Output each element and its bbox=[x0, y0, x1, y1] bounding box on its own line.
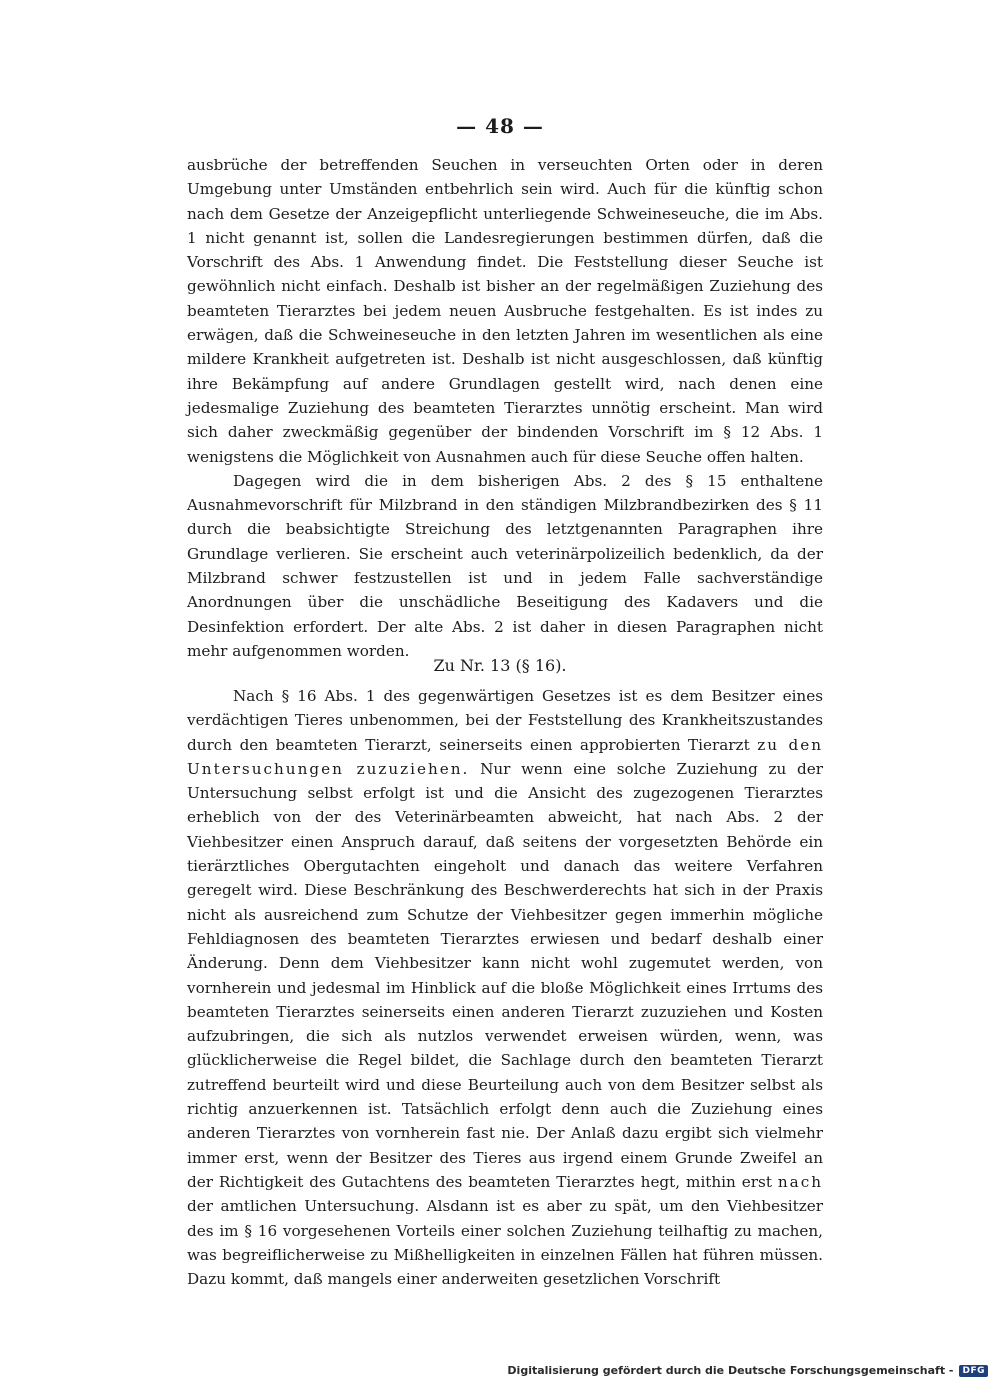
digitization-footer bbox=[507, 1364, 988, 1377]
dfg-logo-icon: DFG bbox=[959, 1365, 988, 1377]
paragraph-continuation: ausbrüche der betreffenden Seuchen in verseuchten Orten oder in deren Umgebung unter Umständen entbehrlich sein wird. Auch für die künftig schon nach dem Gesetze der Anzeigepflicht unterliegende Schweineseuche, die im Abs. 1 nicht genannt ist, sollen die Landesregierungen bestimmen dürfen, daß die Vorschrift des Abs. 1 Anwendung findet. Die Feststellung dieser Seuche ist gewöhnlich nicht einfach. Deshalb ist bisher an der regelmäßigen Zuziehung des beamteten Tierarztes bei jedem neuen Ausbruche festgehalten. Es ist indes zu erwägen, daß die Schweineseuche in den letzten Jahren im wesentlichen als eine mildere Krankheit aufgetreten ist. Deshalb ist nicht ausgeschlossen, daß künftig ihre Bekämpfung auf andere Grundlagen gestellt wird, nach denen eine jedesmalige Zuziehung des beamteten Tierarztes unnötig erscheint. Man wird sich daher zweckmäßig gegenüber der bindenden Vorschrift im § 12 Abs. 1 wenigstens die Möglichkeit von Ausnahmen auch für diese Seuche offen halten. bbox=[187, 156, 823, 466]
section-heading: Zu Nr. 13 (§ 16). bbox=[433, 656, 567, 675]
paragraph-section-16 bbox=[187, 684, 823, 1291]
paragraph-text-start: Nach § 16 Abs. 1 des gegenwärtigen Gesetzes ist es dem Besitzer eines verdächtigen Tieres unbenommen, bei der Feststellung des Krankheitszustandes durch den beamteten Tierarzt, seinerseits einen approbierten Tierarzt bbox=[187, 687, 823, 754]
page-number: — 48 — bbox=[456, 114, 544, 138]
paragraph-text-end: der amtlichen Untersuchung. Alsdann ist es aber zu spät, um den Viehbesitzer des im § 16 vorgesehenen Vorteils einer solchen Zuziehung teilhaftig zu machen, was begreiflicherweise zu Mißhelligkeiten in einzelnen Fällen hat führen müssen. Dazu kommt, daß mangels einer anderweiten gesetzlichen Vorschrift bbox=[187, 1197, 823, 1289]
emphasized-text: zu den Untersuchungen zuzuziehen. bbox=[187, 735, 823, 778]
paragraph-milzbrand: Dagegen wird die in dem bisherigen Abs. 2 des § 15 enthaltene Ausnahmevorschrift für Milzbrand in den ständigen Milzbrandbezirken des § 11 durch die beabsichtigte Streichung des letztgenannten Paragraphen ihre Grundlage verlieren. Sie erscheint auch veterinärpolizeilich bedenklich, da der Milzbrand schwer festzustellen ist und in jedem Falle sachverständige Anordnungen über die unschädliche Beseitigung des Kadavers und die Desinfektion erfordert. Der alte Abs. 2 ist daher in diesen Paragraphen nicht mehr aufgenommen worden. bbox=[187, 471, 823, 660]
footer-credit: Digitalisierung gefördert durch die Deutsche Forschungsgemeinschaft - bbox=[507, 1364, 954, 1377]
paragraph-text-middle: Nur wenn eine solche Zuziehung zu der Untersuchung selbst erfolgt ist und die Ansicht des zugezogenen Tierarztes erheblich von der des Veterinärbeamten abweicht, hat nach Abs. 2 der Viehbesitzer einen Anspruch darauf, daß seitens der vorgesetzten Behörde ein tierärztliches Obergutachten eingeholt und danach das weitere Verfahren geregelt wird. Diese Beschränkung des Beschwerderechts hat sich in der Praxis nicht als ausreichend zum Schutze der Viehbesitzer gegen immerhin mögliche Fehldiagnosen des beamteten Tierarztes erwiesen und bedarf deshalb einer Änderung. Denn dem Viehbesitzer kann nicht wohl zugemutet werden, von vornherein und jedesmal im Hinblick auf die bloße Möglichkeit eines Irrtums des beamteten Tierarztes seinerseits einen anderen Tierarzt zuzuziehen und Kosten aufzubringen, die sich als nutzlos verwendet erweisen würden, wenn, was glücklicherweise die Regel bildet, die Sachlage durch den beamteten Tierarzt zutreffend beurteilt wird und diese Beurteilung auch von dem Besitzer selbst als richtig anzuerkennen ist. Tatsächlich erfolgt denn auch die Zuziehung eines anderen Tierarztes von vornherein fast nie. Der Anlaß dazu ergibt sich vielmehr immer erst, wenn der Besitzer des Tieres aus irgend einem Grunde Zweifel an der Richtigkeit des Gutachtens des beamteten Tierarztes hegt, mithin erst bbox=[187, 759, 823, 1191]
emphasized-text-nach: nach bbox=[777, 1172, 823, 1191]
text-section-top bbox=[187, 153, 823, 663]
text-section-bottom bbox=[187, 684, 823, 1291]
